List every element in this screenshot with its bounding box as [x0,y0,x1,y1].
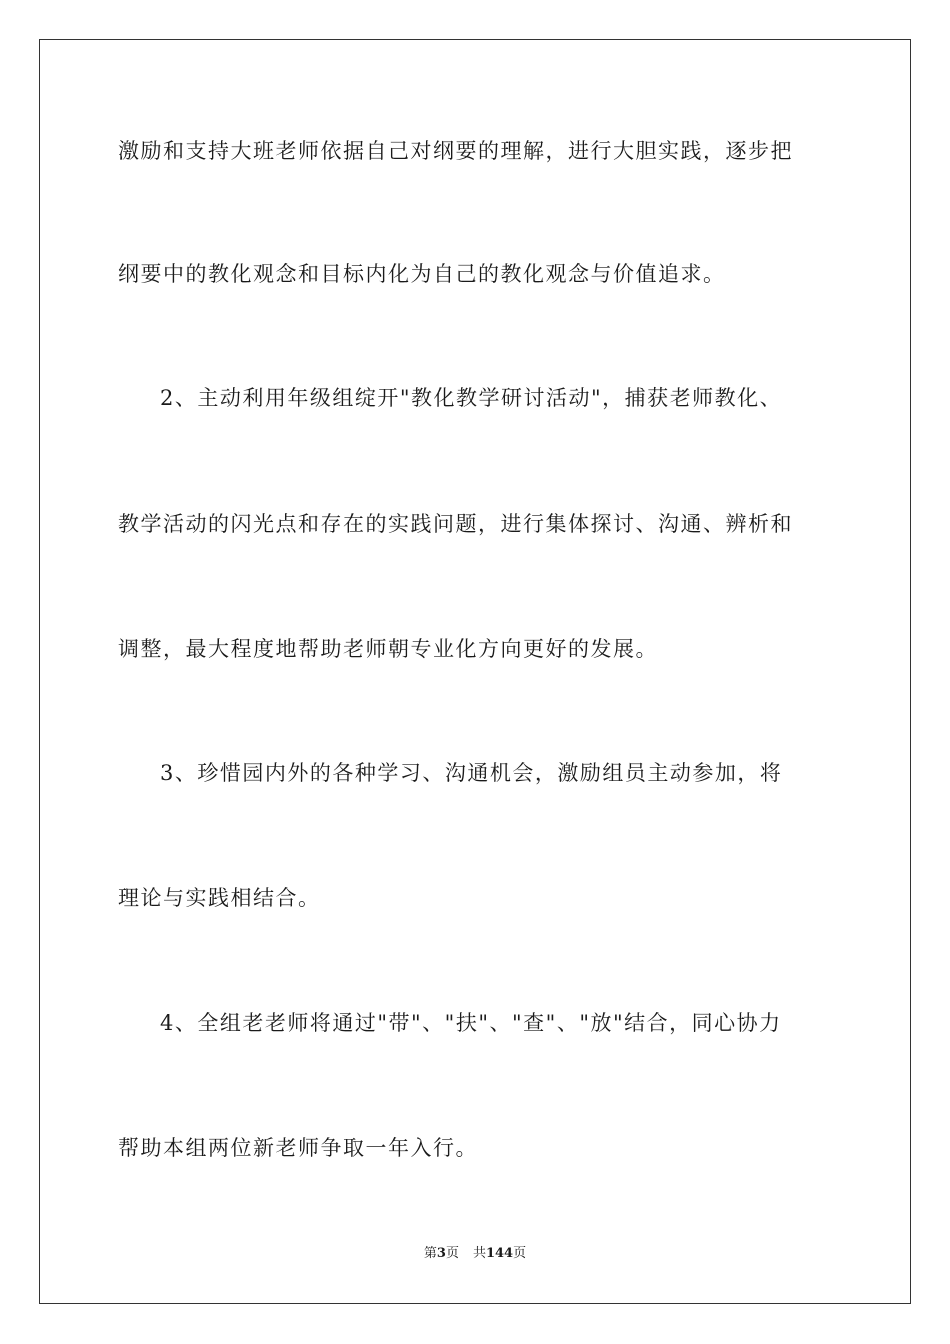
paragraph-line-3: 2、主动利用年级组绽开"教化教学研讨活动"，捕获老师教化、 [160,386,783,410]
page-prefix: 第 [423,1246,437,1261]
page-footer [0,1245,950,1263]
total-page-number: 144 [485,1246,514,1261]
current-page-number: 3 [436,1246,446,1261]
paragraph-line-1: 激励和支持大班老师依据自己对纲要的理解，进行大胆实践，逐步把 [118,139,793,163]
paragraph-line-9: 帮助本组两位新老师争取一年入行。 [118,1136,478,1160]
total-prefix: 共 [472,1246,486,1261]
total-suffix: 页 [513,1246,527,1261]
paragraph-line-7: 理论与实践相结合。 [118,886,321,910]
paragraph-line-6: 3、珍惜园内外的各种学习、沟通机会，激励组员主动参加，将 [160,761,783,785]
paragraph-line-4: 教学活动的闪光点和存在的实践问题，进行集体探讨、沟通、辨析和 [118,512,793,536]
paragraph-line-2: 纲要中的教化观念和目标内化为自己的教化观念与价值追求。 [118,262,726,286]
paragraph-line-5: 调整，最大程度地帮助老师朝专业化方向更好的发展。 [118,637,658,661]
paragraph-line-8: 4、全组老老师将通过"带"、"扶"、"查"、"放"结合，同心协力 [160,1011,782,1035]
page-border [39,39,911,1304]
page-suffix: 页 [445,1246,459,1261]
